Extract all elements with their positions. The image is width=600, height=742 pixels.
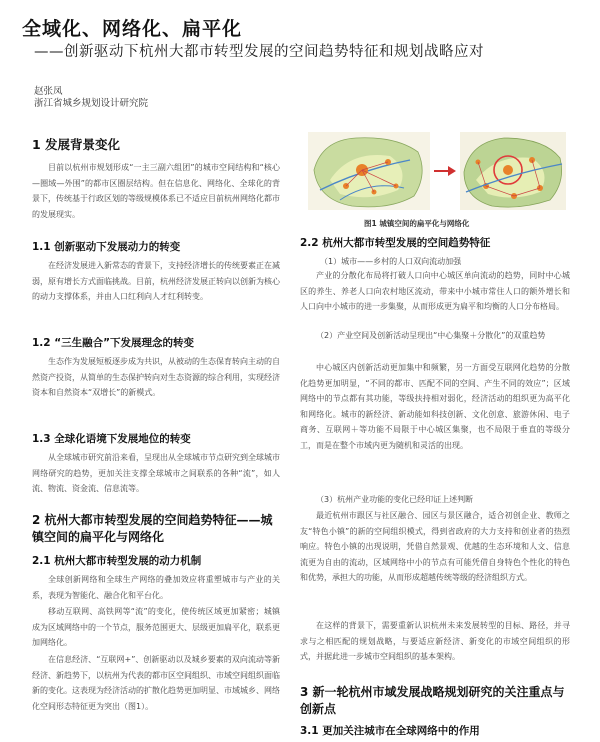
section-3-heading: 3 新一轮杭州市域发展战略规划研究的关注重点与创新点: [300, 685, 565, 716]
paper-title: 全域化、网络化、扁平化: [22, 18, 243, 40]
section-2-1-paragraph-2: 移动互联网、高铁网等“流”的变化，使传统区域更加紧密；城镇成为区域网络中的一个节点，服务范围更大、层级更加扁平化，联系更加网络化。: [32, 607, 280, 647]
section-2-2-subheading-3: （3）杭州产业功能的变化已经印证上述判断: [316, 495, 474, 504]
map-right: [460, 132, 566, 210]
section-1-3-paragraph: 从全球城市研究前沿来看，呈现出从全球城市节点研究到全球城市网络研究的趋势，更加关注支撑全球城市之间联系的各种“流”，如人流、物流、资金流、信息流等。: [32, 453, 280, 493]
author-affiliation: 浙江省城乡规划设计研究院: [34, 98, 149, 109]
section-2-heading: 2 杭州大都市转型发展的空间趋势特征——城镇空间的扁平化与网络化: [32, 513, 273, 544]
section-2-2-paragraph-2: 中心城区内创新活动更加集中和频繁，另一方面受互联网化趋势的分散化趋势更加明显，“不同的都市、匹配不同的空间、产生不同的效应”；区域网络中的节点都有其功能，等级扶持相对弱化，经济活动的组织更为高平化和网络化。城市的新经济、新动能如科技创新、文化创意、旅游休闲、电子商务、互联网＋等功能不局限于中心城区集聚，也不局限于垂直的等级分工，而是在整个市域内更为随机和灵活的出现。: [300, 363, 570, 450]
section-2-2-subheading-2: （2）产业空间及创新活动呈现出“中心集聚＋分散化”的双重趋势: [316, 331, 546, 340]
section-2-2-paragraph-1: 产业的分散化布局将打破人口向中心城区单向流动的趋势，同时中心城区的养生、养老人口向农村地区流动，带来中小城市常住人口的额外增长和人口向中小城市的进一步集聚，从而形成更为扁平和均衡的人口分布格局。: [300, 271, 570, 311]
map-left: [308, 132, 430, 210]
section-2-1-paragraph-1: 全球创新网络和全球生产网络的叠加效应将重塑城市与产业的关系，表现为智能化、融合化和平台化。: [32, 575, 280, 600]
figure-1-caption: 图1 城镇空间的扁平化与网络化: [364, 219, 470, 228]
section-1-heading: 1 发展背景变化: [32, 137, 121, 152]
section-1-2-heading: 1.2 “三生融合”下发展理念的转变: [32, 337, 195, 349]
section-2-2-heading: 2.2 杭州大都市转型发展的空间趋势特征: [300, 237, 491, 249]
section-3-1-heading: 3.1 更加关注城市在全球网络中的作用: [300, 725, 480, 737]
section-1-paragraph: 目前以杭州市规划形成“一主三副六组团”的城市空间结构和“核心—圈域—外围”的都市区圈层结构。但在信息化、网络化、全球化的背景下，传统基于行政区划的等级规模体系已不适应目前杭州网络化都市的发展现实。: [32, 163, 280, 219]
section-2-1-heading: 2.1 杭州大都市转型发展的动力机制: [32, 555, 202, 567]
transition-arrow: [434, 166, 456, 176]
section-2-1-paragraph-3: 在信息经济、“互联网+”、创新驱动以及城乡要素的双向流动等新经济、新趋势下，以杭州为代表的都市区空间组织、市域空间组织面临新的变化。这表现为经济活动的扩散化趋势更加明显、市域城乡、网络化空间形态特征更为突出（图1）。: [32, 655, 280, 711]
section-1-1-heading: 1.1 创新驱动下发展动力的转变: [32, 241, 181, 253]
paper-subtitle: ——创新驱动下杭州大都市转型发展的空间趋势特征和规划战略应对: [34, 44, 484, 60]
author-name: 赵张凤: [34, 86, 63, 97]
figure-1: [300, 130, 570, 212]
section-1-3-heading: 1.3 全球化语境下发展地位的转变: [32, 433, 191, 445]
figure-1-maps: [300, 130, 570, 212]
section-2-2-paragraph-4: 在这样的背景下，需要重新认识杭州未来发展转型的目标、路径，并寻求与之相匹配的规划战略，与要适应新经济、新变化的市域空间组织的形式，并据此进一步城市空间组织的基本架构。: [300, 621, 570, 661]
section-2-2-subheading-1: （1）城市——乡村的人口双向流动加强: [320, 257, 462, 266]
section-2-2-paragraph-3: 最近杭州市跟区与社区融合、园区与景区融合，适合初创企业、教师之友“特色小镇”的新的空间组织模式，得到省政府的大力支持和创业者的热烈响应。特色小镇的出现说明，凭借自然景观、优越的生态环境和人文、信息流更为自由的流动，区域网络中小的节点有可能凭借自身特色个性化的特色和优势，承担大的功能，从而形成超越传统等级的经济组织方式。: [300, 511, 570, 582]
author-block: [34, 86, 148, 110]
section-1-1-paragraph: 在经济发展进入新常态的背景下，支持经济增长的传统要素正在减弱，原有增长方式面临挑战。目前，杭州经济发展正转向以创新为核心的动力支撑体系，并由人口红利向人才红利转变。: [32, 261, 280, 301]
section-1-2-paragraph: 生态作为发展短板逐步成为共识，从被动的生态保育转向主动的自然资产投资，从简单的生态保护转向对生态资源的综合利用，实现经济资本和自然资本“双增长”的新模式。: [32, 357, 280, 397]
